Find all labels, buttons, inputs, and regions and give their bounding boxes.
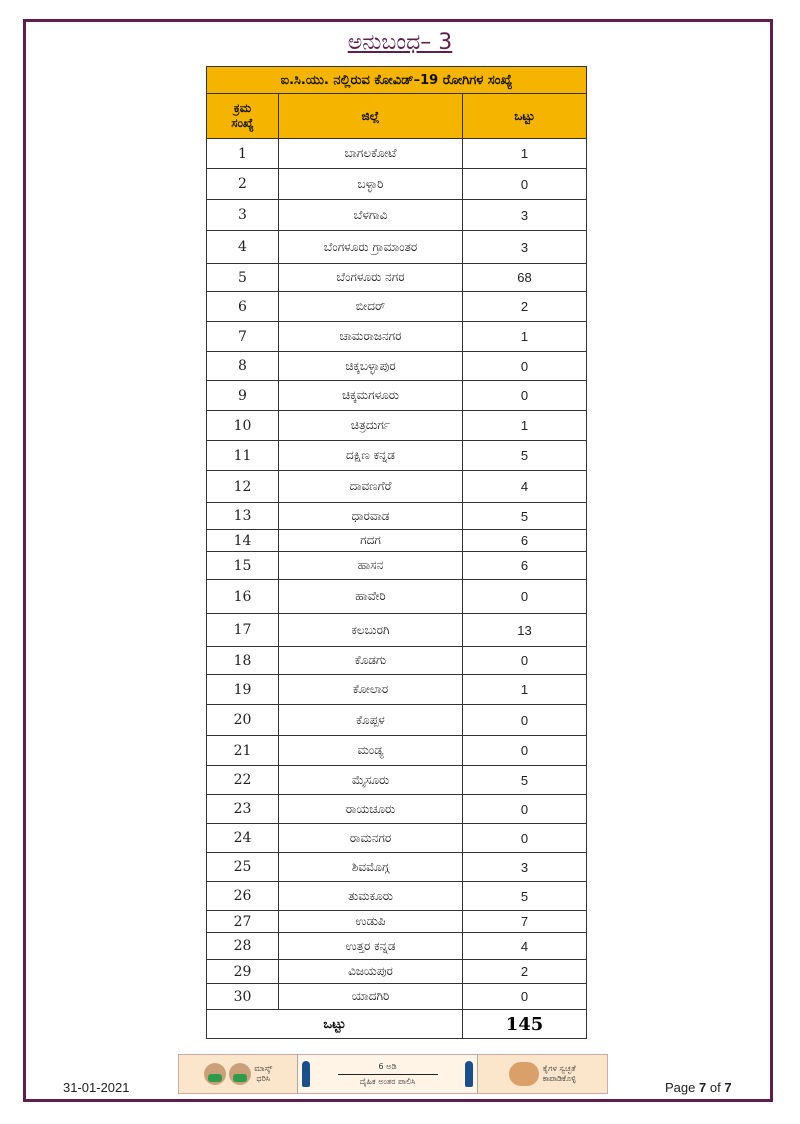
row-count: 6 [463,552,587,580]
annex-title: ಅನುಬಂಧ– 3 [347,30,453,55]
row-sl-no: 20 [207,705,279,736]
row-district: ದಾವಣಗೆರೆ [279,471,463,503]
row-district: ಚಿತ್ರದುರ್ಗ [279,411,463,441]
table-row [207,530,587,552]
icu-patients-table [206,66,587,1039]
row-sl-no: 10 [207,411,279,441]
row-district: ದಕ್ಷಿಣ ಕನ್ನಡ [279,441,463,471]
row-sl-no: 25 [207,853,279,882]
total-value: 145 [463,1010,587,1039]
row-count: 68 [463,264,587,292]
row-sl-no: 26 [207,882,279,911]
row-district: ಕಲಬುರಗಿ [279,614,463,647]
header-sl-line1: ಕ್ರಮ [233,101,252,115]
person-icon [302,1061,310,1087]
row-count: 4 [463,933,587,960]
mask-text-line1: ಮಾಸ್ಕ್ [254,1064,273,1073]
row-count: 7 [463,911,587,933]
row-count: 0 [463,169,587,200]
table-row [207,411,587,441]
distance-info [310,1062,464,1087]
row-count: 2 [463,292,587,322]
row-district: ಚಿಕ್ಕಮಗಳೂರು [279,381,463,411]
row-count: 0 [463,736,587,766]
row-count: 0 [463,647,587,675]
row-district: ಹಾವೇರಿ [279,580,463,614]
row-district: ಉತ್ತರ ಕನ್ನಡ [279,933,463,960]
masked-face-icon [229,1063,251,1085]
row-count: 3 [463,200,587,231]
row-district: ಕೊಡಗು [279,647,463,675]
row-count: 6 [463,530,587,552]
row-sl-no: 24 [207,824,279,853]
row-count: 1 [463,322,587,352]
row-district: ರಾಮನಗರ [279,824,463,853]
row-sl-no: 17 [207,614,279,647]
row-count: 3 [463,231,587,264]
table-row [207,200,587,231]
table-row [207,882,587,911]
table-row [207,580,587,614]
distance-arrow-icon [338,1074,438,1075]
header-district: ಜಿಲ್ಲೆ [279,94,463,139]
row-sl-no: 9 [207,381,279,411]
row-count: 4 [463,471,587,503]
distance-text: ದೈಹಿಕ ಅಂತರ ಪಾಲಿಸಿ [359,1076,416,1086]
footer-date: 31-01-2021 [63,1080,130,1095]
page-current: 7 [699,1080,707,1095]
table-row [207,675,587,705]
mask-segment [179,1055,298,1093]
table-row [207,766,587,795]
table-body [207,139,587,1010]
row-sl-no: 22 [207,766,279,795]
row-sl-no: 21 [207,736,279,766]
page-prefix: Page [665,1080,696,1095]
row-district: ಚಿಕ್ಕಬಳ್ಳಾಪುರ [279,352,463,381]
hygiene-text-line2: ಕಾಪಾಡಿಕೊಳ್ಳಿ [542,1074,576,1083]
mask-text-line2: ಧರಿಸಿ [256,1074,271,1083]
row-district: ಶಿವಮೊಗ್ಗ [279,853,463,882]
row-count: 0 [463,580,587,614]
table-row [207,614,587,647]
hygiene-text-line1: ಕೈಗಳ ಸ್ವಚ್ಛತೆ [542,1064,576,1073]
table-row [207,647,587,675]
row-district: ರಾಯಚೂರು [279,795,463,824]
row-count: 0 [463,984,587,1010]
person-icon [465,1061,473,1087]
row-sl-no: 27 [207,911,279,933]
table-row [207,139,587,169]
table-row [207,503,587,530]
row-sl-no: 11 [207,441,279,471]
row-sl-no: 4 [207,231,279,264]
row-sl-no: 18 [207,647,279,675]
table-row [207,322,587,352]
page-total: 7 [724,1080,732,1095]
masked-face-icon [204,1063,226,1085]
page-of: of [709,1080,721,1095]
row-sl-no: 23 [207,795,279,824]
row-count: 5 [463,441,587,471]
table-row [207,352,587,381]
row-sl-no: 6 [207,292,279,322]
row-district: ಬೆಂಗಳೂರು ಗ್ರಾಮಾಂತರ [279,231,463,264]
row-count: 1 [463,675,587,705]
header-total: ಒಟ್ಟು [463,94,587,139]
row-district: ಬೆಂಗಳೂರು ನಗರ [279,264,463,292]
table-row [207,705,587,736]
row-count: 2 [463,960,587,984]
row-sl-no: 12 [207,471,279,503]
covid-awareness-banner [178,1054,608,1094]
row-count: 1 [463,139,587,169]
header-sl-no [207,94,279,139]
table-row [207,984,587,1010]
row-count: 0 [463,795,587,824]
row-district: ಬಳ್ಳಾರಿ [279,169,463,200]
table-row [207,381,587,411]
row-sl-no: 19 [207,675,279,705]
row-sl-no: 14 [207,530,279,552]
row-count: 0 [463,352,587,381]
row-count: 1 [463,411,587,441]
table-row [207,231,587,264]
row-district: ಗದಗ [279,530,463,552]
row-district: ಧಾರವಾಡ [279,503,463,530]
row-district: ಮೈಸೂರು [279,766,463,795]
row-count: 0 [463,705,587,736]
row-district: ಬೆಳಗಾವಿ [279,200,463,231]
row-count: 5 [463,503,587,530]
table-row [207,441,587,471]
row-count: 5 [463,766,587,795]
row-district: ಮಂಡ್ಯ [279,736,463,766]
table-row [207,795,587,824]
row-sl-no: 5 [207,264,279,292]
hygiene-text [543,1064,576,1084]
row-district: ಬಾಗಲಕೋಟೆ [279,139,463,169]
row-district: ಬೀದರ್ [279,292,463,322]
row-count: 13 [463,614,587,647]
row-sl-no: 29 [207,960,279,984]
row-district: ಚಾಮರಾಜನಗರ [279,322,463,352]
total-label: ಒಟ್ಟು [207,1010,463,1039]
row-sl-no: 3 [207,200,279,231]
table-row [207,933,587,960]
header-sl-line2: ಸಂಖ್ಯೆ [231,116,254,130]
table-caption: ಐ.ಸಿ.ಯು. ನಲ್ಲಿರುವ ಕೋವಿಡ್–19 ರೋಗಿಗಳ ಸಂಖ್ಯೆ [207,67,587,94]
hygiene-segment [478,1055,607,1093]
row-count: 0 [463,824,587,853]
mask-text [254,1064,272,1084]
row-count: 5 [463,882,587,911]
row-sl-no: 2 [207,169,279,200]
table-row [207,736,587,766]
distance-value: 6 ಅಡಿ [378,1061,397,1071]
page-number [665,1080,732,1095]
row-district: ಕೊಪ್ಪಳ [279,705,463,736]
table-row [207,292,587,322]
row-district: ಉಡುಪಿ [279,911,463,933]
row-count: 0 [463,381,587,411]
row-sl-no: 15 [207,552,279,580]
row-sl-no: 7 [207,322,279,352]
table-row [207,853,587,882]
row-district: ಹಾಸನ [279,552,463,580]
row-district: ಕೋಲಾರ [279,675,463,705]
hand-wash-icon [509,1062,539,1086]
distance-segment [298,1055,477,1093]
row-sl-no: 16 [207,580,279,614]
table-row [207,824,587,853]
row-district: ಯಾದಗಿರಿ [279,984,463,1010]
row-sl-no: 13 [207,503,279,530]
table-row [207,471,587,503]
row-count: 3 [463,853,587,882]
table-row [207,264,587,292]
row-sl-no: 30 [207,984,279,1010]
table-row [207,960,587,984]
row-district: ವಿಜಯಪುರ [279,960,463,984]
table-row [207,911,587,933]
row-sl-no: 28 [207,933,279,960]
table-row [207,552,587,580]
table-row [207,169,587,200]
row-district: ತುಮಕೂರು [279,882,463,911]
row-sl-no: 8 [207,352,279,381]
row-sl-no: 1 [207,139,279,169]
